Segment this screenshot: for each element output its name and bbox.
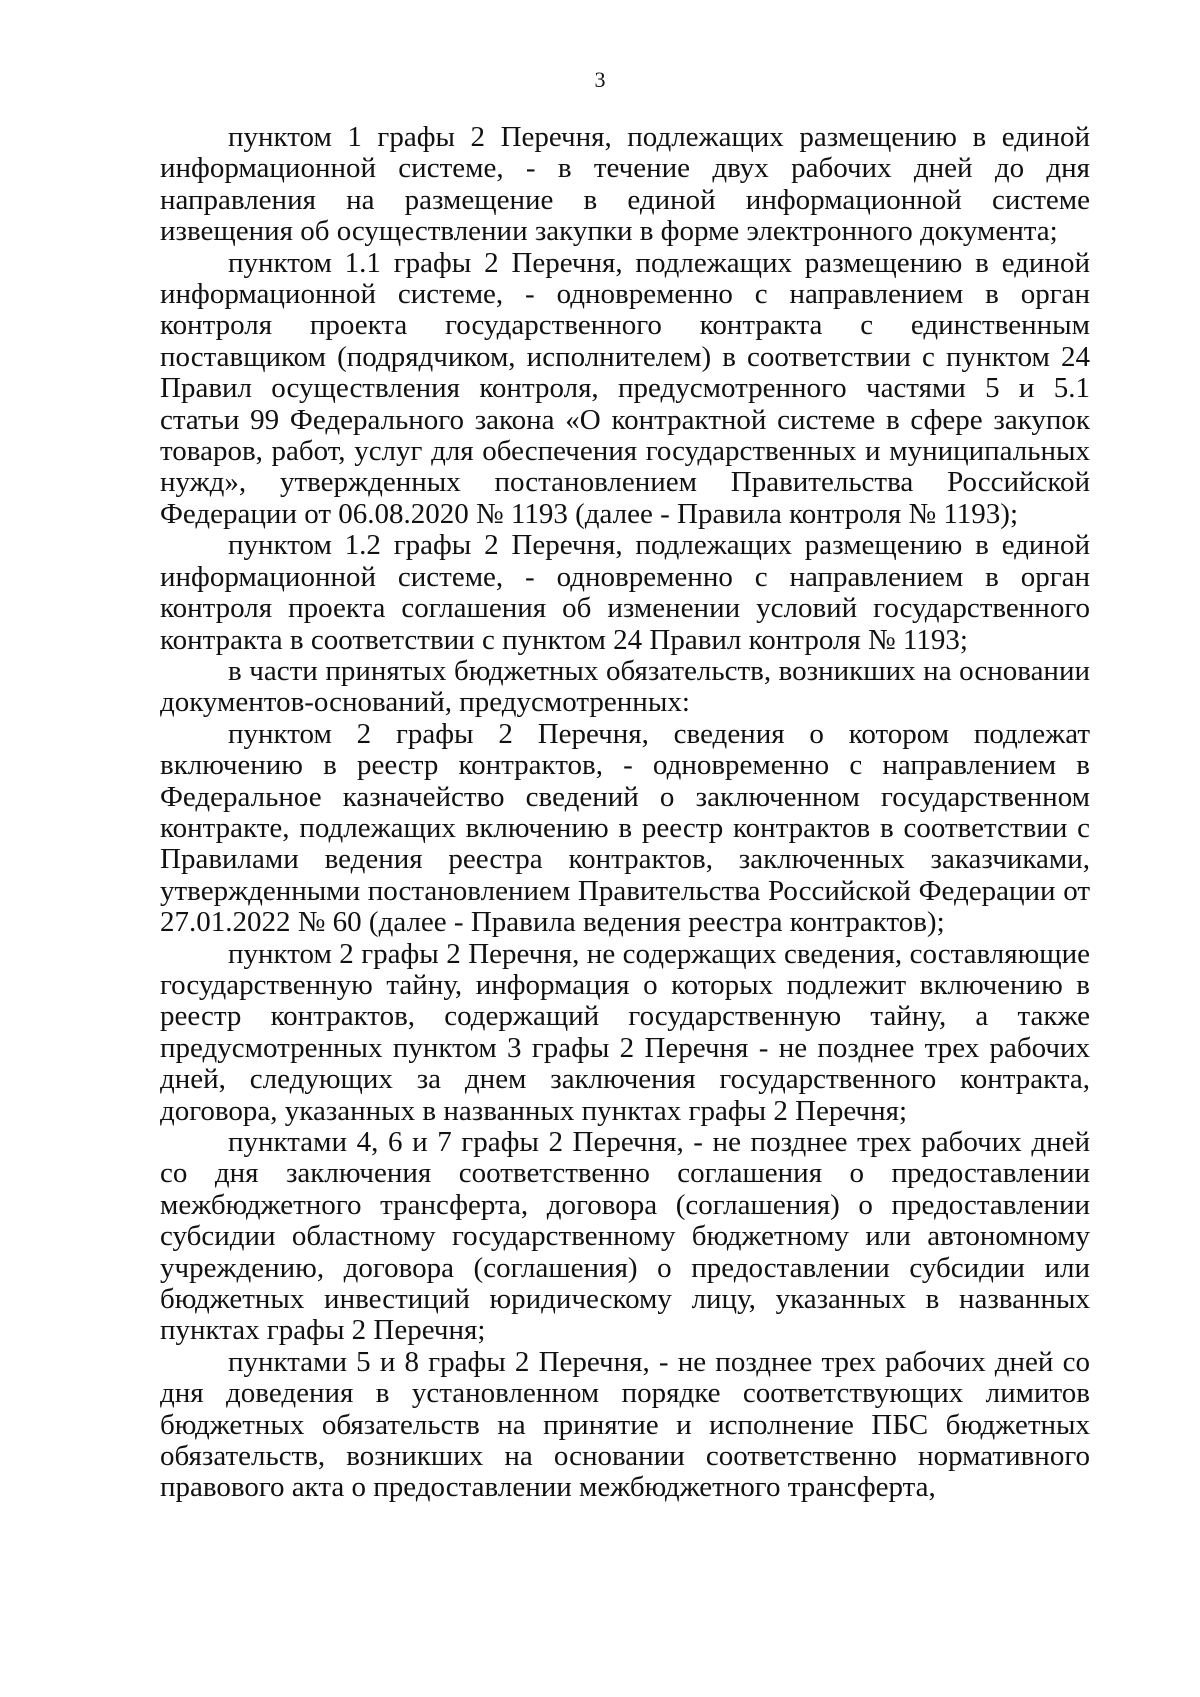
- paragraph: пунктами 5 и 8 графы 2 Перечня, - не позднее трех рабочих дней со дня доведения в установленном порядке соответствующих лимитов бюджетных обязательств на принятие и исполнение ПБС бюджетных обязательств, возникших на основании соответственно нормативного правового акта о предоставлении межбюджетного трансферта,: [160, 1345, 1090, 1504]
- paragraph: пунктом 1 графы 2 Перечня, подлежащих размещению в единой информационной системе, - в течение двух рабочих дней до дня направления на размещение в единой информационной системе извещения об осуществлении закупки в форме электронного документа;: [160, 121, 1090, 248]
- paragraph: пунктом 2 графы 2 Перечня, не содержащих сведения, составляющие государственную тайну, информация о которых подлежит включению в реестр контрактов, содержащий государственную тайну, а также предусмотренных пунктом 3 графы 2 Перечня - не позднее трех рабочих дней, следующих за днем заключения государственного контракта, договора, указанных в названных пунктах графы 2 Перечня;: [160, 937, 1090, 1127]
- paragraph: пунктом 1.2 графы 2 Перечня, подлежащих размещению в единой информационной системе, - одновременно с направлением в орган контроля проекта соглашения об изменении условий государственного контракта в соответствии с пунктом 24 Правил контроля № 1193;: [160, 529, 1090, 656]
- document-body: [160, 122, 1090, 1504]
- paragraph: в части принятых бюджетных обязательств, возникших на основании документов-оснований, предусмотренных:: [160, 654, 1090, 719]
- paragraph: пунктами 4, 6 и 7 графы 2 Перечня, - не позднее трех рабочих дней со дня заключения соответственно соглашения о предоставлении межбюджетного трансферта, договора (соглашения) о предоставлении субсидии областному государственному бюджетному или автономному учреждению, договора (соглашения) о предоставлении субсидии или бюджетных инвестиций юридическому лицу, указанных в названных пунктах графы 2 Перечня;: [160, 1126, 1090, 1347]
- paragraph: пунктом 1.1 графы 2 Перечня, подлежащих размещению в единой информационной системе, - одновременно с направлением в орган контроля проекта государственного контракта с единственным поставщиком (подрядчиком, исполнителем) в соответствии с пунктом 24 Правил осуществления контроля, предусмотренного частями 5 и 5.1 статьи 99 Федерального закона «О контрактной системе в сфере закупок товаров, работ, услуг для обеспечения государственных и муниципальных нужд», утвержденных постановлением Правительства Российской Федерации от 06.08.2020 № 1193 (далее - Правила контроля № 1193);: [160, 246, 1090, 530]
- page-number: 3: [594, 67, 606, 92]
- paragraph: пунктом 2 графы 2 Перечня, сведения о котором подлежат включению в реестр контрактов, - одновременно с направлением в Федеральное казначейство сведений о заключенном государственном контракте, подлежащих включению в реестр контрактов в соответствии с Правилами ведения реестра контрактов, заключенных заказчиками, утвержденными постановлением Правительства Российской Федерации от 27.01.2022 № 60 (далее - Правила ведения реестра контрактов);: [160, 717, 1090, 939]
